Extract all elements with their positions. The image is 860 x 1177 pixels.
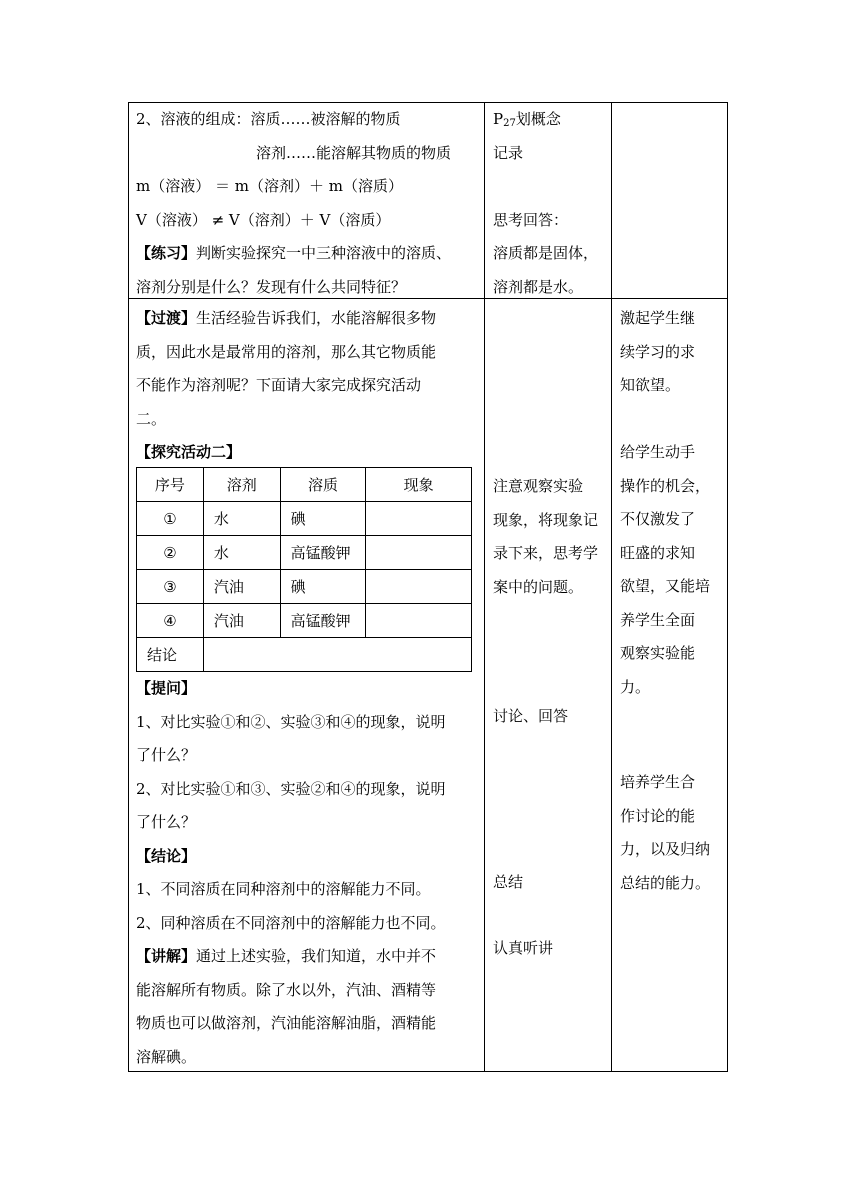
activity-title: 【探究活动二】 [136,443,242,461]
row2-student-summary [493,866,523,900]
question-2-line-2: 了什么？ [136,813,197,831]
discuss-answer: 讨论、回答 [493,707,569,725]
row2-intent-3 [620,766,710,900]
intent-3-line-1: 培养学生合 [620,773,696,791]
row2-student-discuss [493,700,568,734]
row2-intent-2 [620,436,710,704]
header-solvent: 溶剂 [203,468,280,502]
answer-line-2: 溶剂都是水。 [493,277,584,296]
row1-main-cell [136,103,451,304]
intent-2-line-7: 观察实验能 [620,644,696,662]
transition-line-2: 质，因此水是最常用的溶剂，那么其它物质能 [136,342,437,361]
row-solute: 碘 [280,570,366,604]
row-solute: 高锰酸钾 [280,536,366,570]
question-2-line-1: 2、对比实验①和③、实验②和④的现象，说明 [136,779,446,798]
intent-1-line-1: 激起学生继 [620,309,696,327]
row-solute: 高锰酸钾 [280,604,366,638]
row-number: ② [137,536,204,570]
question-tag: 【提问】 [136,679,197,697]
transition-tag: 【过渡】 [136,309,197,327]
intent-2-line-6: 养学生全面 [620,610,696,629]
row-phenomenon [366,604,472,638]
transition-line-3: 不能作为溶剂呢？下面请大家完成探究活动 [136,376,422,394]
solute-definition: 溶质……被溶解的物质 [250,110,401,128]
intent-3-line-4: 总结的能力。 [620,873,711,892]
experiment-table-header [137,468,472,502]
column-divider-2 [611,102,612,1072]
transition-line-1: 生活经验告诉我们，水能溶解很多物 [196,309,437,327]
row1-student-cell [493,103,598,304]
mass-equation: m（溶液） ＝ m（溶剂）＋ m（溶质） [136,177,403,195]
answer-line-1: 溶质都是固体， [493,244,599,262]
column-divider-1 [484,102,485,1072]
observe-line-3: 录下来，思考学 [493,544,599,562]
observe-line-4: 案中的问题。 [493,577,584,596]
row2-intent-1 [620,302,695,403]
lecture-line-4: 溶解碘。 [136,1047,197,1066]
table-row [137,604,472,638]
table-row [137,502,472,536]
intent-2-line-4: 旺盛的求知 [620,543,696,562]
think-answer-label: 思考回答： [493,210,569,229]
lecture-tag: 【讲解】 [136,947,197,965]
row-solute: 碘 [280,502,366,536]
row-number: ① [137,502,204,536]
lecture-line-1: 通过上述实验，我们知道，水中并不 [196,947,437,965]
intent-2-line-5: 欲望，又能培 [620,577,711,595]
table-row [137,536,472,570]
row-solvent: 汽油 [203,570,280,604]
summary-text: 总结 [493,873,524,891]
row-solvent: 水 [203,502,280,536]
lecture-line-3: 物质也可以做溶剂，汽油能溶解油脂，酒精能 [136,1014,437,1032]
row-number: ④ [137,604,204,638]
observe-line-2: 现象，将现象记 [493,510,599,529]
row2-student-listen [493,932,553,966]
header-solute: 溶质 [280,468,366,502]
page-ref-number: 27 [503,118,516,129]
practice-text-2: 溶剂分别是什么？发现有什么共同特征？ [136,277,407,296]
intent-2-line-2: 操作的机会， [620,476,711,495]
row-phenomenon [366,536,472,570]
conclusion-tag: 【结论】 [136,846,197,865]
transition-line-4: 二。 [136,409,167,428]
experiment-table [136,467,472,672]
row2-student-observe [493,470,598,604]
record-text: 记录 [493,143,524,162]
composition-prefix: 2、溶液的组成： [136,110,251,128]
intent-2-line-8: 力。 [620,677,651,696]
conclusion-value [203,638,471,672]
question-1-line-1: 1、对比实验①和②、实验③和④的现象，说明 [136,712,446,731]
row2-main-bottom [136,672,446,1074]
row-number: ③ [137,570,204,604]
intent-1-line-3: 知欲望。 [620,376,681,394]
intent-2-line-1: 给学生动手 [620,443,696,461]
listen-text: 认真听讲 [493,939,554,957]
intent-3-line-3: 力，以及归纳 [620,840,711,858]
header-phenomenon: 现象 [366,468,472,502]
row-solvent: 水 [203,536,280,570]
row-phenomenon [366,570,472,604]
row-phenomenon [366,502,472,536]
intent-3-line-2: 作讨论的能 [620,806,696,825]
table-row [137,570,472,604]
header-number: 序号 [137,468,204,502]
intent-2-line-3: 不仅激发了 [620,510,696,528]
lecture-line-2: 能溶解所有物质。除了水以外，汽油、酒精等 [136,980,437,999]
row2-main-top [136,302,436,470]
question-1-line-2: 了什么？ [136,746,197,764]
conclusion-row [137,638,472,672]
practice-tag: 【练习】 [136,244,197,262]
observe-line-1: 注意观察实验 [493,477,584,495]
mark-concept: 划概念 [515,110,561,128]
conclusion-1: 1、不同溶质在同种溶剂中的溶解能力不同。 [136,880,431,898]
intent-1-line-2: 续学习的求 [620,342,696,361]
row-solvent: 汽油 [203,604,280,638]
conclusion-label: 结论 [137,638,204,672]
page-ref-p: P [493,110,504,128]
solvent-definition: 溶剂……能溶解其物质的物质 [256,143,452,162]
practice-text-1: 判断实验探究一中三种溶液中的溶质、 [196,244,452,262]
volume-equation: V（溶液） ≠ V（溶剂）＋ V（溶质） [136,210,391,229]
conclusion-2: 2、同种溶质在不同溶剂中的溶解能力也不同。 [136,913,446,932]
